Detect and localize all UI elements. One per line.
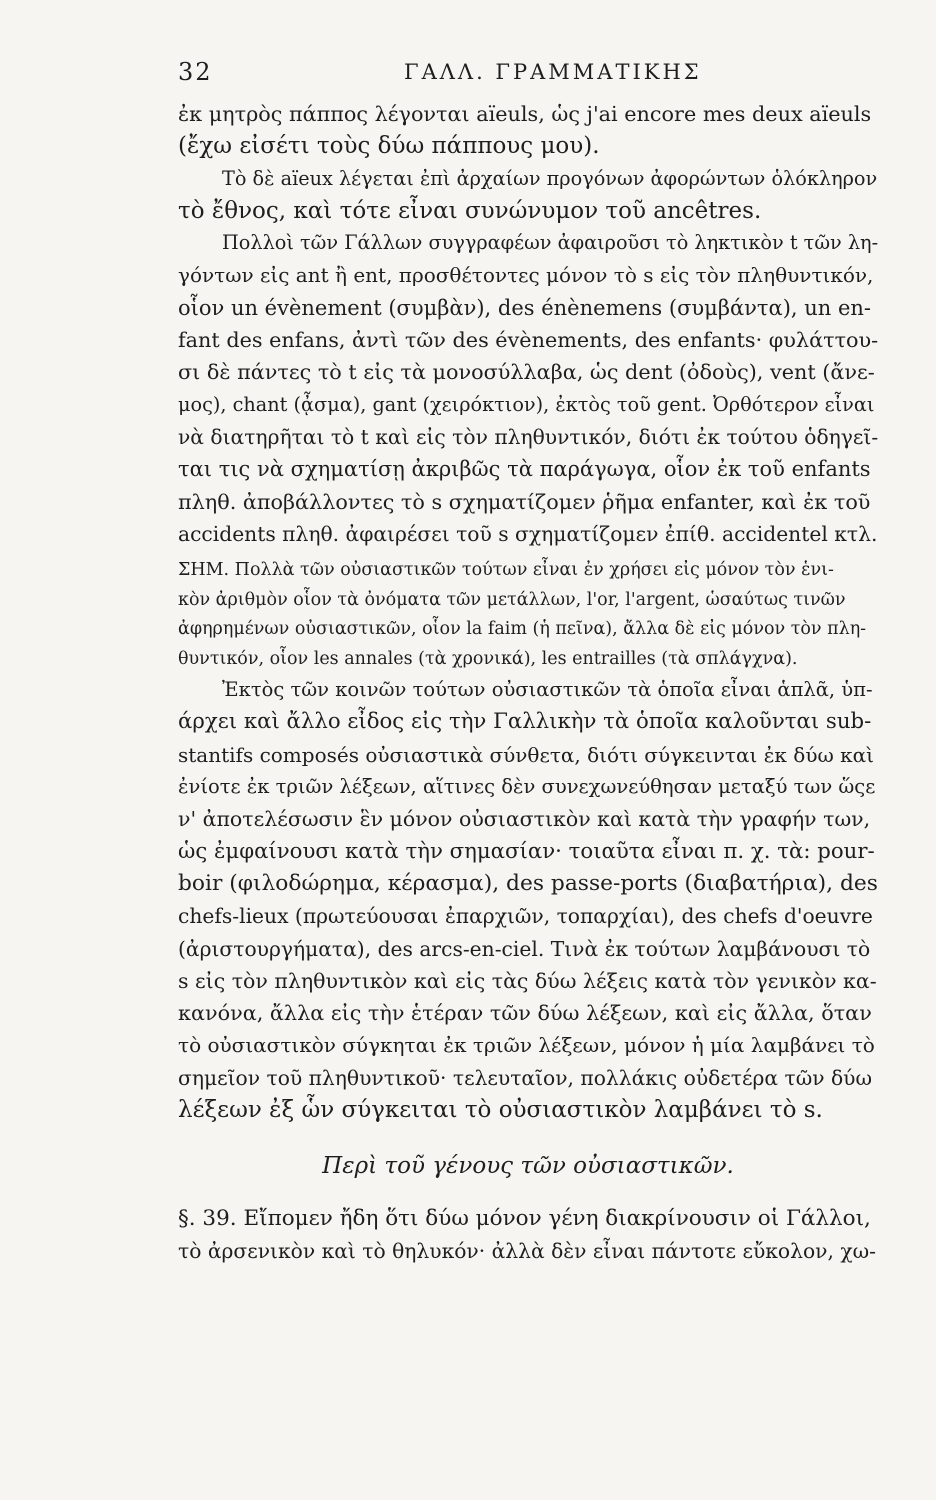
running-title: ΓΑΛΛ. ΓΡΑΜΜΑΤΙΚΗΣ [404,60,702,84]
text-line: chefs-lieux (πρωτεύουσαι ἐπαρχιῶν, τοπαρχίαι), des chefs d'oeuvre [178,904,873,929]
footnote-remark [178,556,878,674]
text-line: boir (φιλοδώρημα, κέρασμα), des passe-ports (διαβατήρια), des [178,870,878,896]
text-line: (ἀριστουργήματα), des arcs-en-ciel. Τινὰ ἐκ τούτων λαμβάνουσι τὸ [178,936,871,961]
text-line: §. 39. Εἴπομεν ἤδη ὅτι δύω μόνον γένη διακρίνουσιν οἱ Γάλλοι, [178,1205,871,1231]
page-header [178,58,878,98]
text-line: ἐκ μητρὸς πάππος λέγονται aïeuls, ὡς j'ai encore mes deux aïeuls [178,102,872,126]
text-line: s εἰς τὸν πληθυντικὸν καὶ εἰς τὰς δύω λέξεις κατὰ τὸν γενικὸν κα- [178,968,877,993]
text-line: stantifs composés οὐσιαστικὰ σύνθετα, διότι σύγκεινται ἐκ δύω καὶ [178,742,874,767]
text-line: νὰ διατηρῆται τὸ t καὶ εἰς τὸν πληθυντικόν, διότι ἐκ τούτου ὁδηγεῖ- [178,424,878,449]
note-line: κὸν ἀριθμὸν οἷον τὰ ὀνόματα τῶν μετάλλων, l'or, l'argent, ὡσαύτως τινῶν [178,589,846,610]
paragraph-3 [178,227,878,550]
text-line: ἐνίοτε ἐκ τριῶν λέξεων, αἵτινες δὲν συνεχωνεύθησαν μεταξύ των ὥςε [178,775,876,799]
text-line: πληθ. ἀποβάλλοντες τὸ s σχηματίζομεν ῥῆμα enfanter, καὶ ἐκ τοῦ [178,489,871,514]
text-line: (ἔχω εἰσέτι τοὺς δύω πάππους μου). [178,133,600,160]
note-line: ΣΗΜ. Πολλὰ τῶν οὐσιαστικῶν τούτων εἶναι ἐν χρήσει εἰς μόνον τὸν ἑνι- [178,560,834,581]
text-line: ὡς ἐμφαίνουσι κατὰ τὴν σημασίαν· τοιαῦτα εἶναι π. χ. τὰ: pour- [178,838,875,864]
text-line: τὸ ἀρσενικὸν καὶ τὸ θηλυκόν· ἀλλὰ δὲν εἶναι πάντοτε εὔκολον, χω- [178,1238,876,1263]
body-text-2 [178,674,878,1267]
section-heading: Περὶ τοῦ γένους τῶν οὐσιαστικῶν. [322,1153,734,1180]
text-line: ν' ἀποτελέσωσιν ἓν μόνον οὐσιαστικὸν καὶ κατὰ τὴν γραφήν των, [178,807,871,832]
text-line: τὸ οὐσιαστικὸν σύγκηται ἐκ τριῶν λέξεων, μόνον ἡ μία λαμβάνει τὸ [178,1033,875,1058]
text-line: Πολλοὶ τῶν Γάλλων συγγραφέων ἀφαιροῦσι τὸ ληκτικὸν t τῶν λη- [222,231,878,255]
body-text [178,98,878,550]
book-page [178,58,878,1478]
paragraph-4 [178,674,878,1126]
text-line: μος), chant (ᾆσμα), gant (χειρόκτιον), ἐκτὸς τοῦ gent. Ὀρθότερον εἶναι [178,392,875,416]
text-line: λέξεων ἐξ ὧν σύγκειται τὸ οὐσιαστικὸν λαμβάνει τὸ s. [178,1097,823,1124]
note-line: θυντικόν, οἷον les annales (τὰ χρονικά), les entrailles (τὰ σπλάγχνα). [178,648,798,669]
text-line: σημεῖον τοῦ πληθυντικοῦ· τελευταῖον, πολλάκις οὐδετέρα τῶν δύω [178,1065,872,1090]
paragraph-2 [178,163,878,228]
text-line: accidents πληθ. ἀφαιρέσει τοῦ s σχηματίζομεν ἐπίθ. accidentel κτλ. [178,521,878,546]
text-line: άρχει καὶ ἄλλο εἶδος εἰς τὴν Γαλλικὴν τὰ ὁποῖα καλοῦνται sub- [178,709,872,735]
paragraph-5 [178,1203,878,1268]
text-line: τὸ ἔθνος, καὶ τότε εἶναι συνώνυμον τοῦ ancêtres. [178,197,762,224]
page-number: 32 [178,58,213,86]
text-line: σι δὲ πάντες τὸ t εἰς τὰ μονοσύλλαβα, ὡς dent (ὀδοὺς), vent (ἄνε- [178,360,875,385]
note-line: ἀφηρημένων οὐσιαστικῶν, οἷον la faim (ἡ πεῖνα), ἄλλα δὲ εἰς μόνον τὸν πλη- [178,619,867,640]
text-line: fant des enfans, ἀντὶ τῶν des évènements, des enfants· φυλάττου- [178,328,878,353]
paragraph-1 [178,98,878,163]
text-line: γόντων εἰς ant ἢ ent, προσθέτοντες μόνον τὸ s εἰς τὸν πληθυντικόν, [178,263,874,288]
text-line: Ἐκτὸς τῶν κοινῶν τούτων οὐσιαστικῶν τὰ ὁποῖα εἶναι ἁπλᾶ, ὑπ- [222,678,873,702]
text-line: οἷον un évènement (συμβὰν), des énènemens (συμβάντα), un en- [178,295,872,320]
text-line: κανόνα, ἄλλα εἰς τὴν ἑτέραν τῶν δύω λέξεων, καὶ εἰς ἄλλα, ὅταν [178,1001,872,1026]
text-line: Τὸ δὲ aïeux λέγεται ἐπὶ ἀρχαίων προγόνων ἀφορώντων ὁλόκληρον [222,166,878,190]
text-line: ται τις νὰ σχηματίσῃ ἀκριβῶς τὰ παράγωγα, οἷον ἐκ τοῦ enfants [178,457,871,482]
